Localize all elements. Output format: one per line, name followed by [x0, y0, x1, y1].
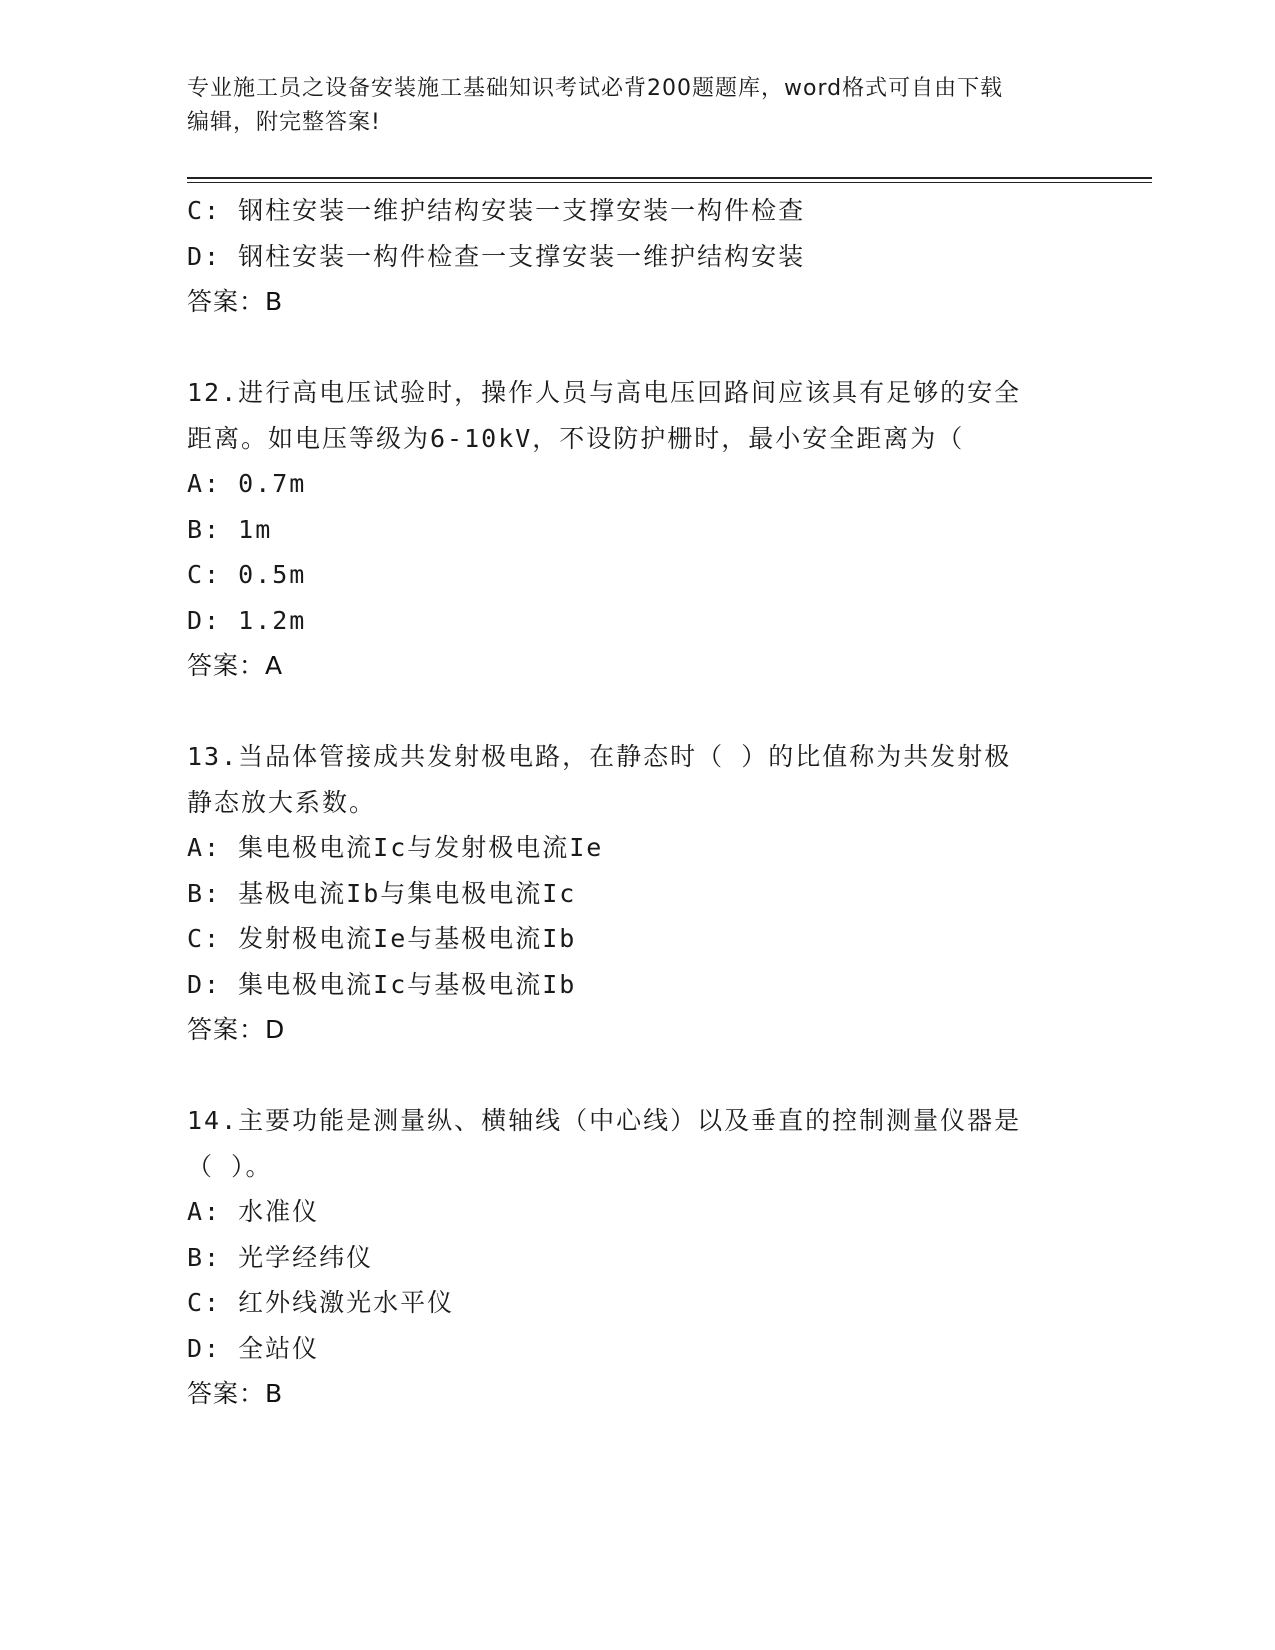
question-14 [187, 1098, 1087, 1417]
option-d: D: 钢柱安装一构件检查一支撑安装一维护结构安装 [187, 241, 806, 271]
option-c: C: 发射极电流Ie与基极电流Ib [187, 924, 577, 953]
question-13 [187, 734, 1087, 1053]
question-text-line-1: 12.进行高电压试验时，操作人员与高电压回路间应该具有足够的安全 [187, 378, 1022, 407]
spacer [187, 1053, 1087, 1099]
question-text-line-2: 距离。如电压等级为6-10kV，不设防护栅时，最小安全距离为（ [187, 423, 965, 453]
option-c: C: 钢柱安装一维护结构安装一支撑安装一构件检查 [187, 196, 806, 225]
question-text-line-2: 静态放大系数。 [187, 787, 377, 817]
answer-line: 答案：A [187, 651, 284, 680]
answer-line: 答案：B [187, 1379, 284, 1408]
option-d: D: 1.2m [187, 605, 307, 635]
spacer [187, 325, 1087, 371]
header-rule-thick [187, 177, 1152, 179]
previous-question-tail [187, 188, 1087, 325]
option-a: A: 集电极电流Ic与发射极电流Ie [187, 833, 604, 862]
option-c: C: 0.5m [187, 560, 307, 589]
option-a: A: 水准仪 [187, 1197, 320, 1226]
question-12 [187, 370, 1087, 689]
document-header [187, 72, 1067, 140]
option-b: B: 光学经纬仪 [187, 1242, 374, 1272]
answer-line: 答案：D [187, 1015, 286, 1044]
question-text-line-1: 14.主要功能是测量纵、横轴线（中心线）以及垂直的控制测量仪器是 [187, 1106, 1022, 1135]
option-a: A: 0.7m [187, 469, 307, 498]
option-d: D: 集电极电流Ic与基极电流Ib [187, 969, 577, 999]
header-rule-thin [187, 182, 1152, 183]
option-b: B: 基极电流Ib与集电极电流Ic [187, 878, 577, 908]
question-text-line-2: （ ）。 [187, 1151, 273, 1181]
spacer [187, 689, 1087, 735]
option-c: C: 红外线激光水平仪 [187, 1288, 455, 1317]
answer-line: 答案：B [187, 287, 284, 316]
question-text-line-1: 13.当品体管接成共发射极电路，在静态时（ ）的比值称为共发射极 [187, 742, 1012, 771]
option-d: D: 全站仪 [187, 1333, 320, 1363]
header-title-line-1: 专业施工员之设备安装施工基础知识考试必背200题题库，word格式可自由下载 [187, 76, 1004, 101]
option-b: B: 1m [187, 514, 273, 544]
header-title-line-2: 编辑，附完整答案! [187, 110, 381, 135]
document-body [187, 188, 1087, 1417]
